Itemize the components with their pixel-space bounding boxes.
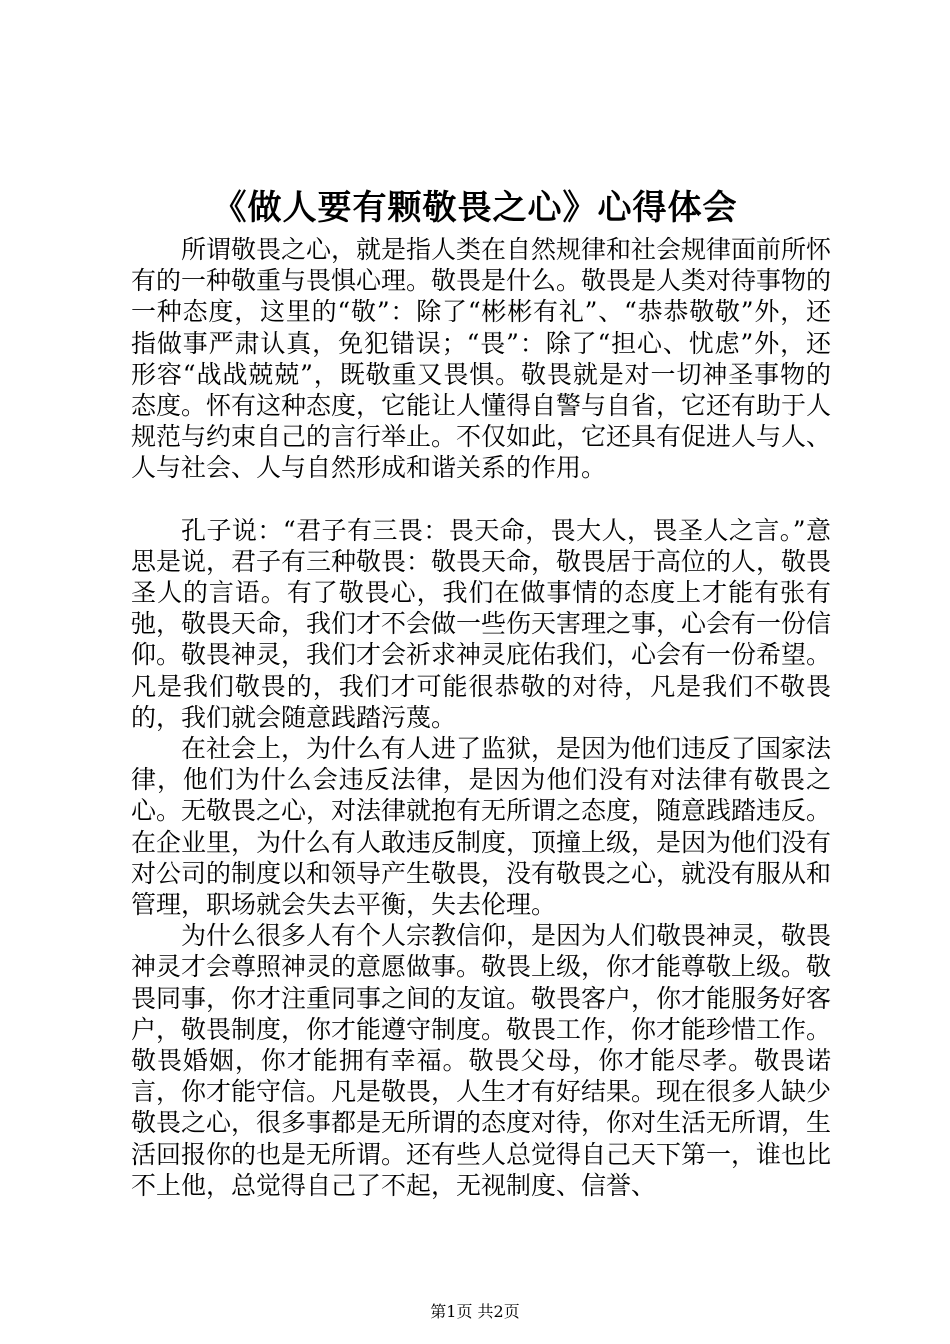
paragraph-4: 为什么很多人有个人宗教信仰，是因为人们敬畏神灵，敬畏神灵才会尊照神灵的意愿做事。敬畏上级，你才能尊敬上级。敬畏同事，你才注重同事之间的友谊。敬畏客户，你才能服务好客户，敬畏制度，你才能遵守制度。敬畏工作，你才能珍惜工作。敬畏婚姻，你才能拥有幸福。敬畏父母，你才能尽孝。敬畏诺言，你才能守信。凡是敬畏，人生才有好结果。现在很多人缺少敬畏之心，很多事都是无所谓的态度对待，你对生活无所谓，生活回报你的也是无所谓。还有些人总觉得自己天下第一，谁也比不上他，总觉得自己了不起，无视制度、信誉、 [131,921,832,1200]
document-title: 《做人要有颗敬畏之心》心得体会 [212,188,738,228]
paragraph-3: 在社会上，为什么有人进了监狱，是因为他们违反了国家法律，他们为什么会违反法律，是因为他们没有对法律有敬畏之心。无敬畏之心，对法律就抱有无所谓之态度，随意践踏违反。在企业里，为什么有人敢违反制度，顶撞上级，是因为他们没有对公司的制度以和领导产生敬畏，没有敬畏之心，就没有服从和管理，职场就会失去平衡，失去伦理。 [131,734,832,920]
paragraph-2: 孔子说：“君子有三畏：畏天命，畏大人，畏圣人之言。”意思是说，君子有三种敬畏：敬畏天命，敬畏居于高位的人，敬畏圣人的言语。有了敬畏心，我们在做事情的态度上才能有张有弛，敬畏天命，我们才不会做一些伤天害理之事，心会有一份信仰。敬畏神灵，我们才会祈求神灵庇佑我们，心会有一份希望。凡是我们敬畏的，我们才可能很恭敬的对待，凡是我们不敬畏的，我们就会随意践踏污蔑。 [131,515,832,732]
page-footer: 第1页 共2页 [430,1302,520,1321]
paragraph-1: 所谓敬畏之心，就是指人类在自然规律和社会规律面前所怀有的一种敬重与畏惧心理。敬畏是什么。敬畏是人类对待事物的一种态度，这里的“敬”：除了“彬彬有礼”、“恭恭敬敬”外，还指做事严肃认真，免犯错误；“畏”：除了“担心、忧虑”外，还形容“战战兢兢”，既敬重又畏惧。敬畏就是对一切神圣事物的态度。怀有这种态度，它能让人懂得自警与自省，它还有助于人规范与约束自己的言行举止。不仅如此，它还具有促进人与人、人与社会、人与自然形成和谐关系的作用。 [131,235,832,483]
document-body [131,234,831,1201]
